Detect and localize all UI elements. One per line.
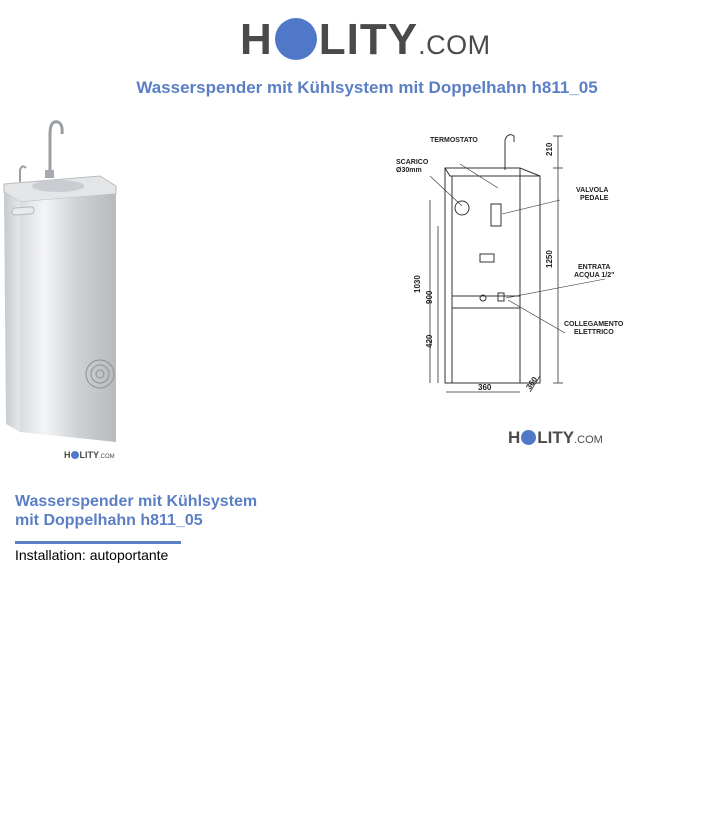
dim-1030: 1030 [413,275,422,293]
dim-width: 360 [478,383,492,392]
photo-logo [64,450,115,460]
label-termostato: TERMOSTATO [430,137,478,144]
label-entrata-2: ACQUA 1/2" [574,272,615,279]
section-divider [15,541,181,544]
label-collegamento-1: COLLEGAMENTO [564,321,624,328]
product-name [15,492,275,530]
logo-text-left: H [240,15,273,64]
installation-spec: Installation: autoportante [15,547,169,563]
dim-900: 900 [425,290,434,304]
drawing-logo-right: LITY [537,428,575,447]
logo-suffix: .COM [418,30,491,60]
logo-text-right: LITY [318,15,419,64]
label-scarico: SCARICO [396,159,429,166]
dim-1250: 1250 [545,250,554,268]
product-name-line-2: mit Doppelhahn h811_05 [15,512,203,529]
label-entrata-1: ENTRATA [578,264,611,271]
technical-drawing [390,128,630,398]
photo-logo-right: LITY [79,450,99,460]
photo-logo-left: H [64,450,71,460]
label-scarico-size: Ø30mm [396,167,422,174]
label-valvola-1: VALVOLA [576,187,609,194]
label-valvola-2: PEDALE [580,195,609,202]
photo-logo-suffix: .COM [99,454,115,460]
dim-depth: 360 [524,375,540,392]
drawing-logo-circle-icon [521,430,536,445]
product-name-line-1: Wasserspender mit Kühlsystem [15,493,258,510]
drawing-logo-left: H [508,428,521,447]
dim-420: 420 [425,334,434,348]
label-collegamento-2: ELETTRICO [574,329,614,336]
holity-logo[interactable] [240,12,491,66]
drawing-logo [508,428,603,448]
drawing-logo-suffix: .COM [574,434,603,446]
product-photo [0,112,124,447]
logo-circle-icon [275,18,317,60]
dim-210: 210 [545,142,554,156]
page-title: Wasserspender mit Kühlsystem mit Doppelhahn h811_05 [136,78,598,97]
photo-logo-circle-icon [71,451,79,459]
